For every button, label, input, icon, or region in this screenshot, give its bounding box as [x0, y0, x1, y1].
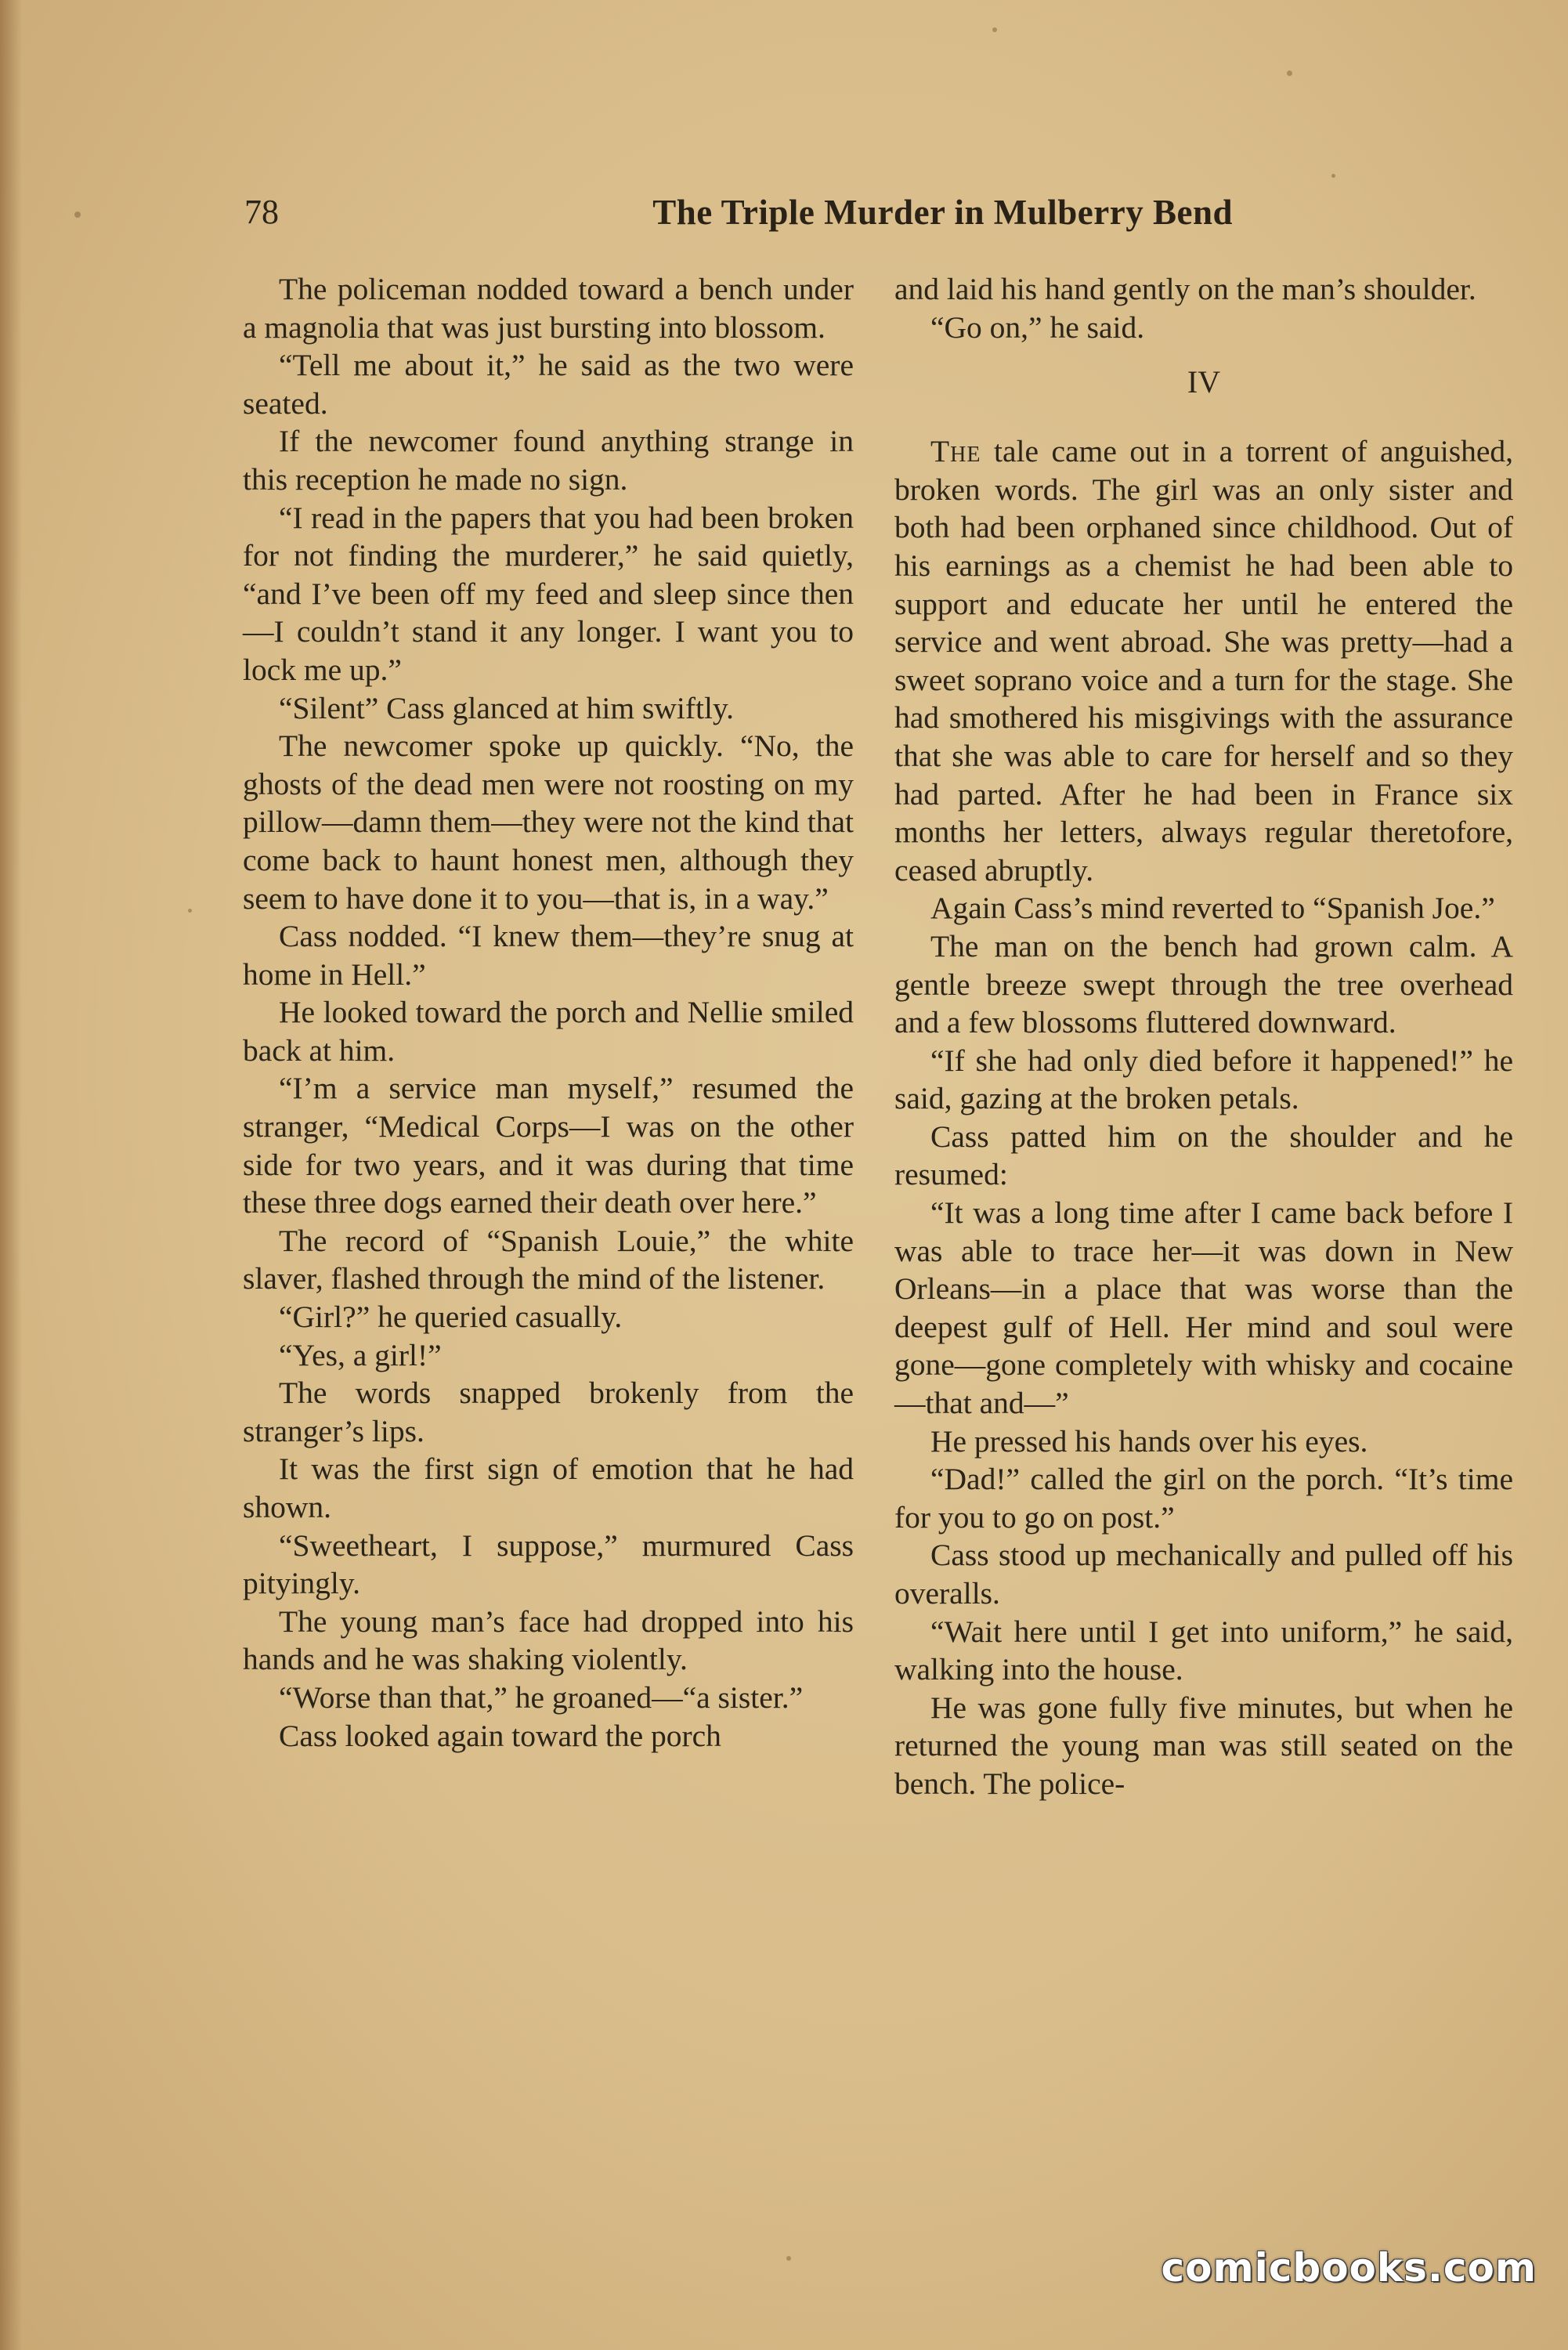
paragraph-continuation: and laid his hand gently on the man’s shoulder.	[894, 272, 1476, 306]
opening-word: The	[930, 434, 981, 469]
paragraph: “Girl?” he queried casually.	[279, 1300, 623, 1335]
paragraph: Again Cass’s mind reverted to “Spanish Joe.”	[930, 891, 1495, 926]
paragraph: Cass nodded. “I knew them—they’re snug at home in Hell.”	[243, 919, 854, 992]
opening-paragraph-text: tale came out in a torrent of anguished, broken words. The girl was an only sister and both had been orphaned since childhood. Out of his earnings as a chemist he had been able to support and educate her until he entered the service and went abroad. She was pretty—had a sweet soprano voice and a turn for the stage. She had smothered his misgivings with the assurance that she was able to care for herself and so they had parted. After he had been in France six months her letters, always regular theretofore, ceased abruptly.	[894, 434, 1513, 888]
paragraph: Cass patted him on the shoulder and he resumed:	[894, 1119, 1513, 1192]
paragraph: He looked toward the porch and Nellie smiled back at him.	[243, 995, 854, 1068]
paragraph: The policeman nodded toward a bench under a magnolia that was just bursting into blossom.	[243, 272, 854, 345]
paragraph: He pressed his hands over his eyes.	[930, 1423, 1368, 1459]
paragraph: He was gone fully five minutes, but when he returned the young man was still seated on the bench. The police-	[894, 1690, 1513, 1801]
paragraph: The record of “Spanish Louie,” the white slaver, flashed through the mind of the listener.	[243, 1223, 854, 1296]
paragraph: “Go on,” he said.	[930, 309, 1145, 345]
running-title: The Triple Murder in Mulberry Bend	[652, 193, 1233, 232]
paragraph: “I’m a service man myself,” resumed the stranger, “Medical Corps—I was on the other side for two years, and it was during that time these three dogs earned their death over here.”	[243, 1071, 854, 1220]
site-watermark: comicbooks.com	[1161, 2245, 1537, 2290]
paragraph: “I read in the papers that you had been broken for not finding the murderer,” he said quietly, “and I’ve been off my feed and sleep since then—I couldn’t stand it any longer. I want you to lock me up.”	[243, 500, 854, 687]
paragraph: “Wait here until I get into uniform,” he said, walking into the house.	[894, 1614, 1513, 1687]
page-header	[244, 192, 1233, 247]
paragraph: “Dad!” called the girl on the porch. “It’s time for you to go on post.”	[894, 1462, 1513, 1535]
page-number: 78	[244, 193, 279, 231]
paragraph: “Sweetheart, I suppose,” murmured Cass pityingly.	[243, 1528, 854, 1601]
section-opening-paragraph	[894, 432, 1513, 889]
section-heading: IV	[1187, 364, 1221, 400]
paragraph: The words snapped brokenly from the stranger’s lips.	[243, 1376, 854, 1448]
paragraph: It was the first sign of emotion that he had shown.	[243, 1452, 854, 1524]
paragraph: The man on the bench had grown calm. A gentle breeze swept through the tree overhead and a few blossoms fluttered downward.	[894, 928, 1513, 1040]
paragraph: “If she had only died before it happened!” he said, gazing at the broken petals.	[894, 1043, 1513, 1116]
paragraph: The newcomer spoke up quickly. “No, the ghosts of the dead men were not roosting on my pillow—damn them—they were not the kind that come back to haunt honest men, although they seem to have done it to you—that is, in a way.”	[243, 728, 854, 916]
paragraph: Cass stood up mechanically and pulled off his overalls.	[894, 1538, 1513, 1611]
left-column	[243, 270, 854, 1755]
paragraph: Cass looked again toward the porch	[279, 1718, 721, 1753]
paragraph: “It was a long time after I came back before I was able to trace her—it was down in New Orleans—in a place that was worse than the deepest gulf of Hell. Her mind and soul were gone—gone completely with whisky and cocaine—that and—”	[894, 1195, 1513, 1421]
paragraph: “Worse than that,” he groaned—“a sister.”	[279, 1679, 804, 1715]
paragraph: “Tell me about it,” he said as the two were seated.	[243, 348, 854, 421]
paragraph: The young man’s face had dropped into his hands and he was shaking violently.	[243, 1603, 854, 1677]
paragraph: If the newcomer found anything strange in this reception he made no sign.	[243, 424, 854, 497]
paragraph: “Silent” Cass glanced at him swiftly.	[279, 690, 735, 725]
paragraph: “Yes, a girl!”	[279, 1337, 442, 1372]
right-column	[894, 270, 1513, 1803]
